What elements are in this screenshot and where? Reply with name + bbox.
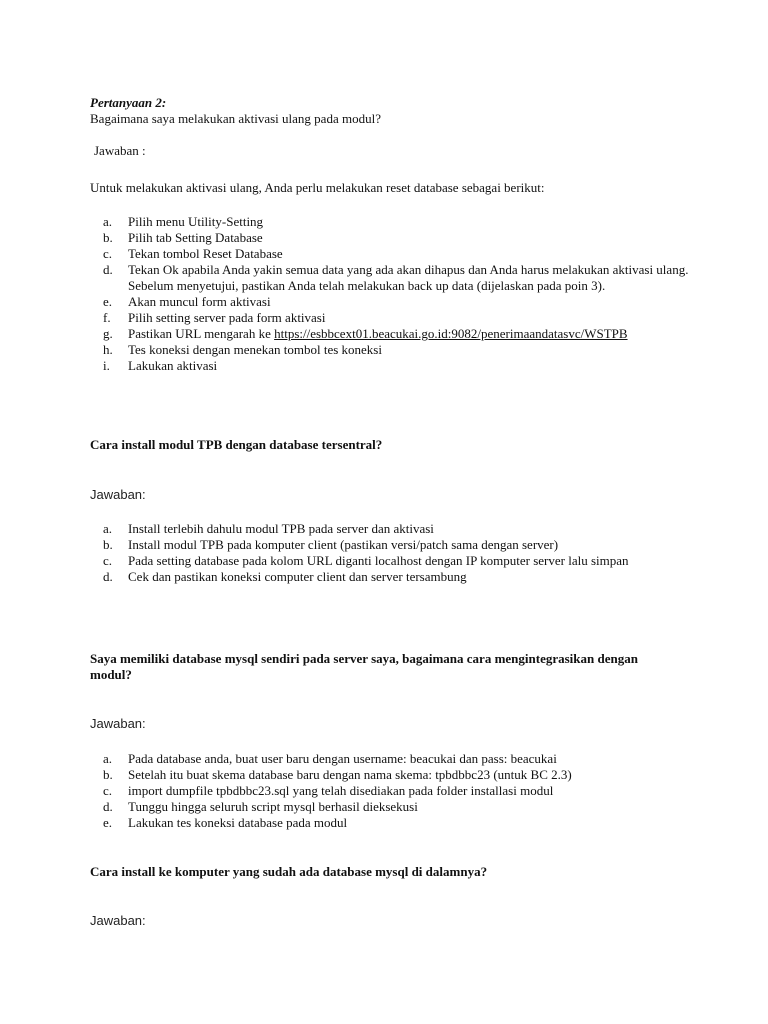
list-item-text: import dumpfile tpbdbbc23.sql yang telah disediakan pada folder installasi modul	[128, 783, 554, 798]
list-item	[90, 537, 690, 553]
list-item	[90, 569, 690, 585]
list-marker: b.	[103, 767, 113, 782]
list-item-text: Install modul TPB pada komputer client (pastikan versi/patch sama dengan server)	[128, 537, 559, 552]
list-marker: e.	[103, 815, 113, 830]
list-marker: i.	[103, 358, 110, 373]
list-item-text: Install terlebih dahulu modul TPB pada server dan aktivasi	[128, 521, 434, 536]
question-2-text: Bagaimana saya melakukan aktivasi ulang pada modul?	[90, 111, 381, 126]
list-marker: a.	[103, 214, 113, 229]
list-item-text: Cek dan pastikan koneksi computer client dan server tersambung	[128, 569, 467, 584]
list-item	[90, 358, 690, 374]
question-4-text: Saya memiliki database mysql sendiri pada server saya, bagaimana cara mengintegrasikan dengan modul?	[90, 651, 638, 682]
list-item	[90, 751, 690, 767]
list-item-text: Pilih menu Utility-Setting	[128, 214, 264, 229]
service-url-link[interactable]: https://esbbcext01.beacukai.go.id:9082/penerimaandatasvc/WSTPB	[274, 326, 628, 341]
list-item-text: Tes koneksi dengan menekan tombol tes koneksi	[128, 342, 382, 357]
list-item	[90, 799, 690, 815]
list-item-text: Tunggu hingga seluruh script mysql berhasil dieksekusi	[128, 799, 418, 814]
list-item	[90, 521, 690, 537]
question-3-answer-label: Jawaban:	[90, 487, 146, 502]
list-item	[90, 294, 690, 310]
question-5-text: Cara install ke komputer yang sudah ada database mysql di dalamnya?	[90, 864, 488, 879]
question-2-answer-label: Jawaban :	[94, 143, 146, 158]
question-2-intro: Untuk melakukan aktivasi ulang, Anda perlu melakukan reset database sebagai berikut:	[90, 180, 545, 195]
list-item	[90, 214, 690, 230]
list-item	[90, 342, 690, 358]
list-item	[90, 783, 690, 799]
list-item-text: Pada database anda, buat user baru dengan username: beacukai dan pass: beacukai	[128, 751, 557, 766]
list-item-text: Lakukan aktivasi	[128, 358, 218, 373]
list-marker: b.	[103, 230, 113, 245]
question-3-text: Cara install modul TPB dengan database tersentral?	[90, 437, 383, 452]
list-marker: d.	[103, 569, 113, 584]
question-4-answer-label: Jawaban:	[90, 716, 146, 731]
list-marker: h.	[103, 342, 113, 357]
list-item-text: Akan muncul form aktivasi	[128, 294, 271, 309]
list-item	[90, 553, 690, 569]
list-marker: g.	[103, 326, 113, 341]
list-item-text: Pada setting database pada kolom URL diganti localhost dengan IP komputer server lalu simpan	[128, 553, 629, 568]
list-item	[90, 767, 690, 783]
list-marker: b.	[103, 537, 113, 552]
list-marker: a.	[103, 751, 113, 766]
list-item	[90, 815, 690, 831]
list-marker: c.	[103, 246, 113, 261]
list-item-text: Lakukan tes koneksi database pada modul	[128, 815, 348, 830]
question-2-steps	[90, 214, 690, 374]
list-item	[90, 310, 690, 326]
list-marker: e.	[103, 294, 113, 309]
question-3-steps	[90, 521, 690, 585]
list-item	[90, 326, 690, 342]
list-marker: d.	[103, 262, 113, 277]
list-marker: f.	[103, 310, 111, 325]
list-marker: c.	[103, 783, 113, 798]
list-item	[90, 246, 690, 262]
list-item-text: Tekan Ok apabila Anda yakin semua data yang ada akan dihapus dan Anda harus melakukan aktivasi ulang. Sebelum menyetujui, pastikan Anda telah melakukan back up data (dijelaskan pada poin 3).	[128, 262, 689, 293]
question-4-steps	[90, 751, 690, 831]
list-marker: d.	[103, 799, 113, 814]
question-2-title: Pertanyaan 2:	[90, 95, 167, 110]
question-5-answer-label: Jawaban:	[90, 913, 146, 928]
list-item-text: Pilih tab Setting Database	[128, 230, 263, 245]
list-item	[90, 230, 690, 246]
list-marker: c.	[103, 553, 113, 568]
list-item-text: Tekan tombol Reset Database	[128, 246, 283, 261]
list-item-text: Pastikan URL mengarah ke	[128, 326, 275, 341]
list-item	[90, 262, 690, 294]
list-marker: a.	[103, 521, 113, 536]
list-item-text: Setelah itu buat skema database baru dengan nama skema: tpbdbbc23 (untuk BC 2.3)	[128, 767, 572, 782]
list-item-text: Pilih setting server pada form aktivasi	[128, 310, 326, 325]
